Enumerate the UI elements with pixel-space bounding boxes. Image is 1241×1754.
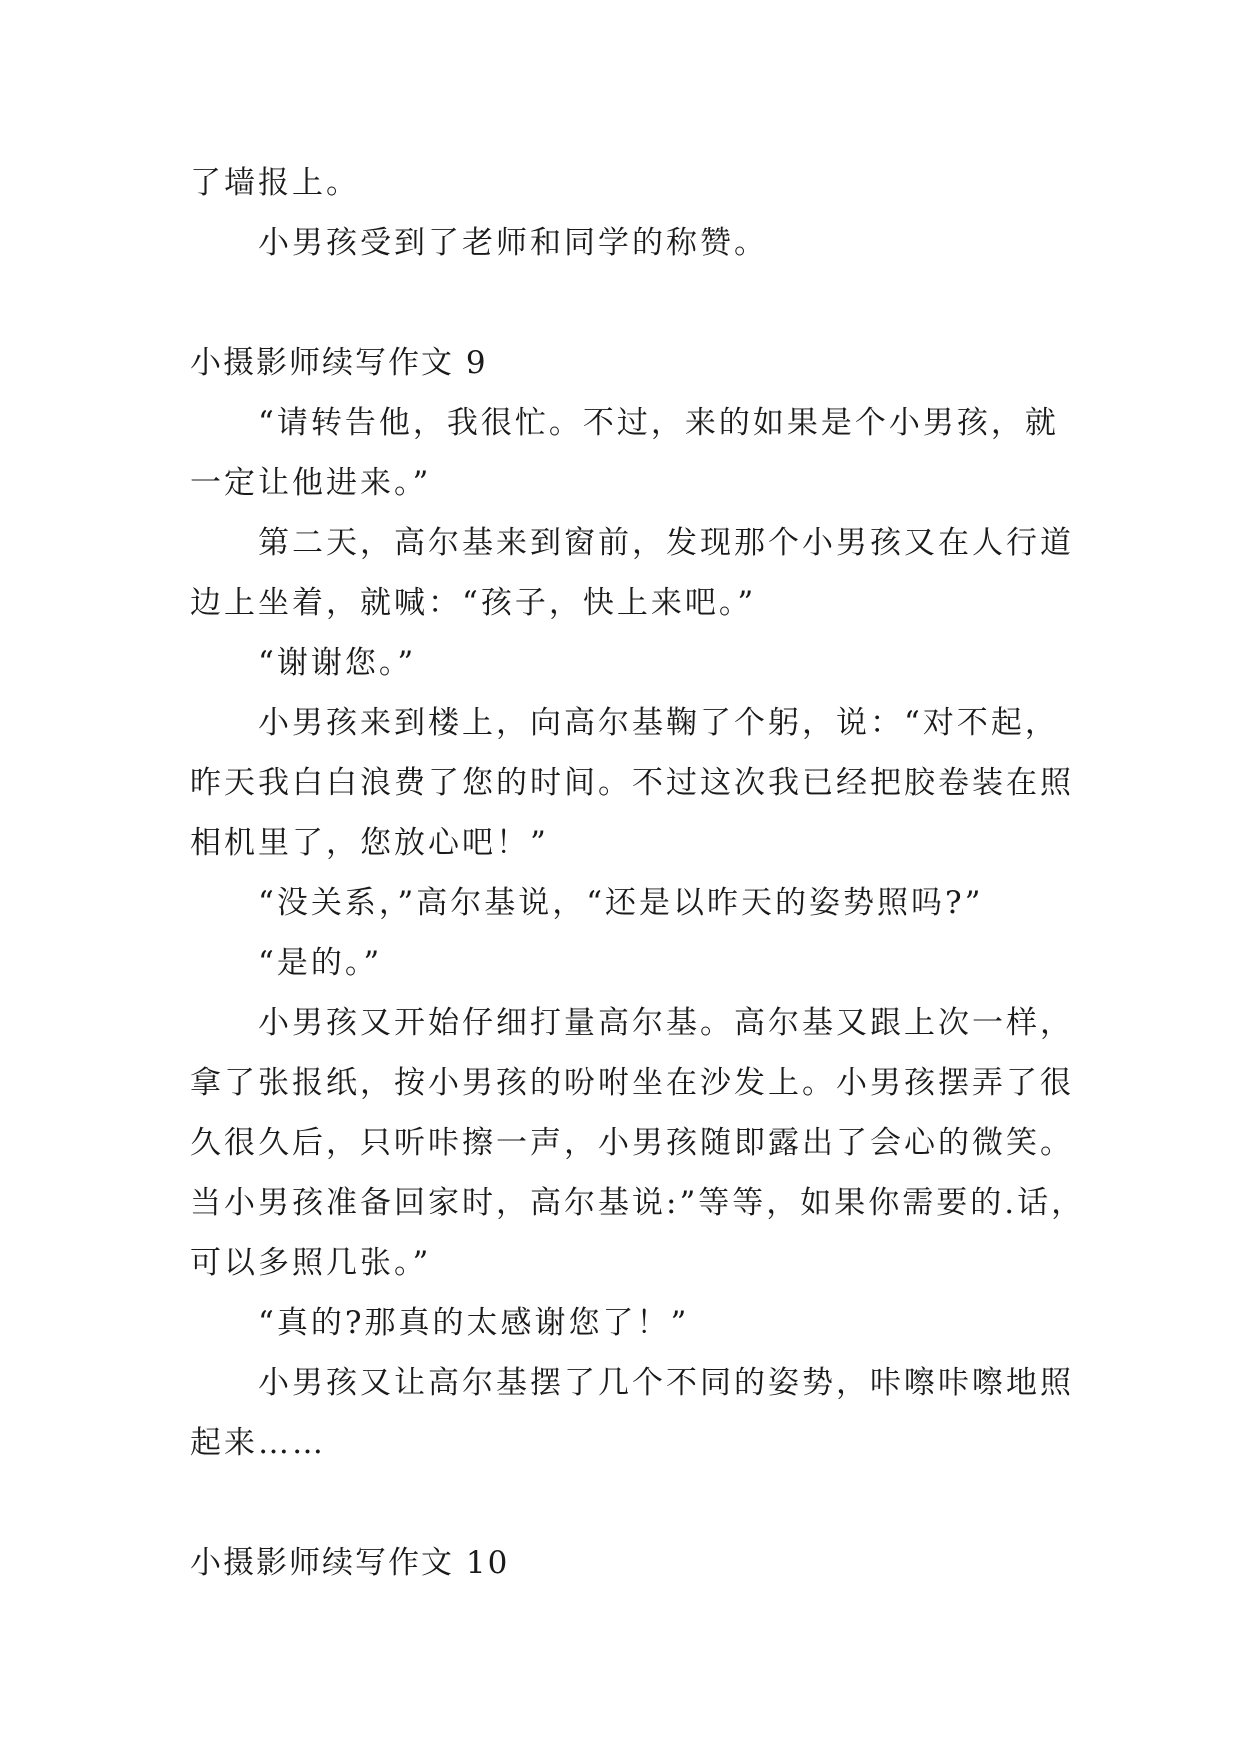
paragraph-line: 一定让他进来。” [190,465,432,501]
paragraph-line: 边上坐着，就喊：“孩子，快上来吧。” [190,585,757,621]
paragraph-line: 起来…… [190,1425,326,1461]
paragraph-line: “谢谢您。” [258,645,417,681]
paragraph-line: 小男孩又让高尔基摆了几个不同的姿势，咔嚓咔嚓地照 [258,1365,1074,1401]
paragraph-line: 拿了张报纸，按小男孩的吩咐坐在沙发上。小男孩摆弄了很 [190,1065,1074,1101]
paragraph-line: 当小男孩准备回家时，高尔基说:”等等，如果你需要的.话， [190,1185,1086,1221]
paragraph-line: “真的?那真的太感谢您了！” [258,1305,690,1341]
section-gap [190,1473,1070,1533]
paragraph-line: 久很久后，只听咔擦一声，小男孩随即露出了会心的微笑。 [190,1125,1074,1161]
section-gap [190,273,1070,333]
paragraph-line: 相机里了，您放心吧！” [190,825,549,861]
section-title-9: 小摄影师续写作文 9 [190,345,488,381]
paragraph-line: 小男孩来到楼上，向高尔基鞠了个躬，说：“对不起， [258,705,1059,741]
paragraph-line: “请转告他，我很忙。不过，来的如果是个小男孩，就 [258,405,1059,441]
paragraph-line: 小男孩受到了老师和同学的称赞。 [258,225,768,261]
paragraph-line: 昨天我白白浪费了您的时间。不过这次我已经把胶卷装在照 [190,765,1074,801]
paragraph-line: 小男孩又开始仔细打量高尔基。高尔基又跟上次一样， [258,1005,1074,1041]
paragraph-line: 第二天，高尔基来到窗前，发现那个小男孩又在人行道 [258,525,1074,561]
paragraph-line: 可以多照几张。” [190,1245,432,1281]
paragraph-line: “是的。” [258,945,383,981]
paragraph-line: 了墙报上。 [190,165,360,201]
document-body [190,153,1086,1593]
paragraph-line: “没关系，”高尔基说，“还是以昨天的姿势照吗?” [258,885,984,921]
section-title-10: 小摄影师续写作文 10 [190,1545,510,1581]
